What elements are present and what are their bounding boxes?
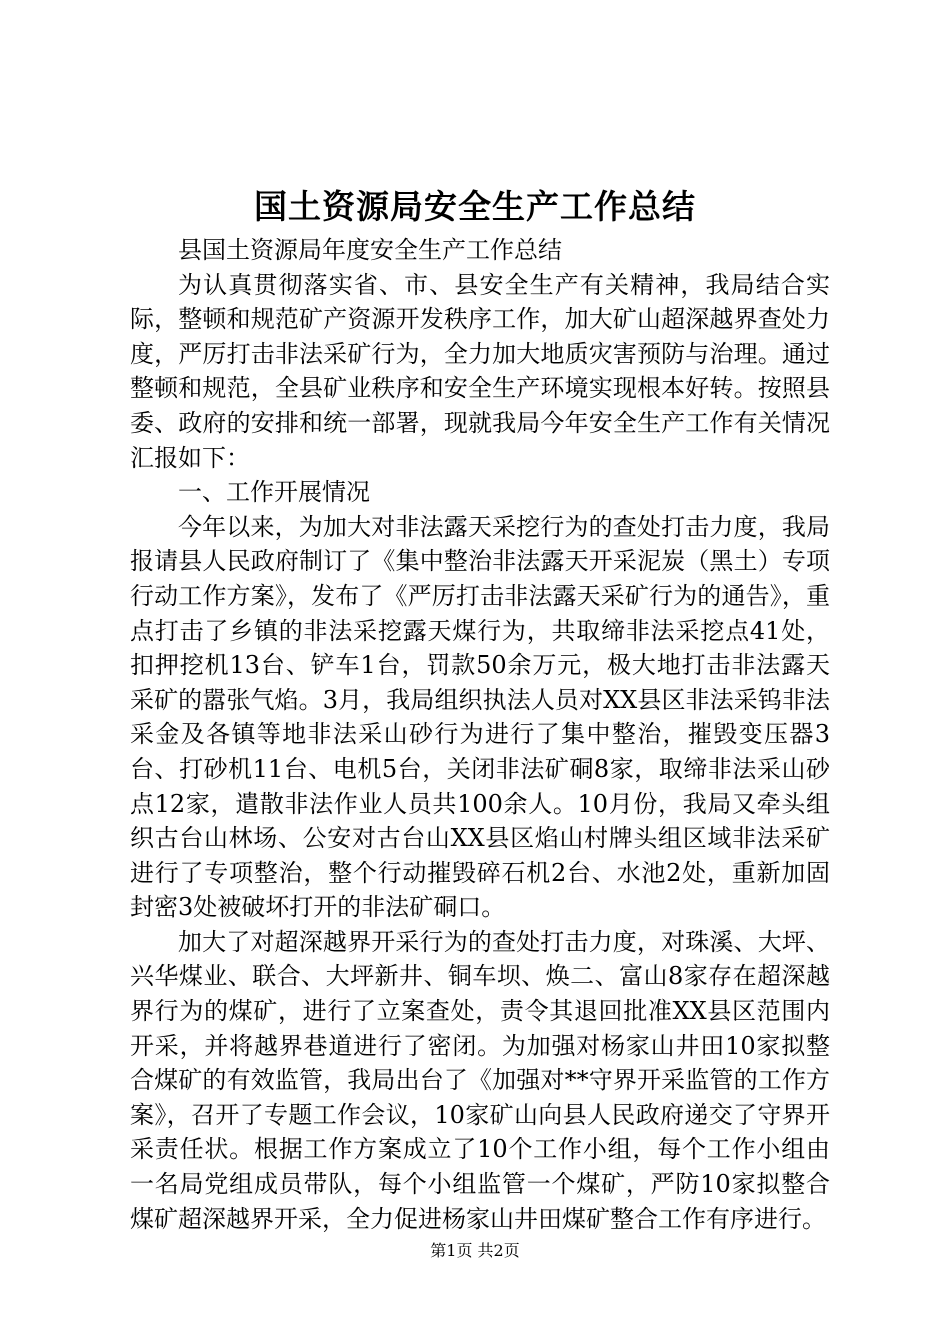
subtitle-paragraph: 县国土资源局年度安全生产工作总结	[178, 236, 562, 264]
page-footer: 第1页 共2页	[430, 1241, 520, 1260]
intro-paragraph: 为认真贯彻落实省、市、县安全生产有关精神，我局结合实际，整顿和规范矿产资源开发秩序工作，加大矿山超深越界查处力度，严厉打击非法采矿行为，全力加大地质灾害预防与治理。通过整顿和规范，全县矿业秩序和安全生产环境实现根本好转。按照县委、政府的安排和统一部署，现就我局今年安全生产工作有关情况汇报如下：	[130, 270, 830, 472]
body-paragraph: 今年以来，为加大对非法露天采挖行为的查处打击力度，我局报请县人民政府制订了《集中整治非法露天开采泥炭（黑土）专项行动工作方案》，发布了《严厉打击非法露天采矿行为的通告》，重点打击了乡镇的非法采挖露天煤行为，共取缔非法采挖点41处，扣押挖机13台、铲车1台，罚款50余万元，极大地打击非法露天采矿的嚣张气焰。3月，我局组织执法人员对XX县区非法采钨非法采金及各镇等地非法采山砂行为进行了集中整治，摧毁变压器3台、打砂机11台、电机5台，关闭非法矿硐8家，取缔非法采山砂点12家，遣散非法作业人员共100余人。10月份，我局又牵头组织古台山林场、公安对古台山XX县区焰山村牌头组区域非法采矿进行了专项整治，整个行动摧毁碎石机2台、水池2处，重新加固封密3处被破坏打开的非法矿硐口。	[130, 512, 830, 922]
document-body	[130, 233, 830, 1236]
document-title: 国土资源局安全生产工作总结	[254, 187, 696, 226]
body-paragraph: 加大了对超深越界开采行为的查处打击力度，对珠溪、大坪、兴华煤业、联合、大坪新井、铜车坝、焕二、富山8家存在超深越界行为的煤矿，进行了立案查处，责令其退回批准XX县区范围内开采，并将越界巷道进行了密闭。为加强对杨家山井田10家拟整合煤矿的有效监管，我局出台了《加强对**守界开采监管的工作方案》，召开了专题工作会议，10家矿山向县人民政府递交了守界开采责任状。根据工作方案成立了10个工作小组，每个工作小组由一名局党组成员带队，每个小组监管一个煤矿，严防10家拟整合煤矿超深越界开采，全力促进杨家山井田煤矿整合工作有序进行。	[130, 927, 830, 1233]
section-heading: 一、工作开展情况	[178, 478, 370, 507]
